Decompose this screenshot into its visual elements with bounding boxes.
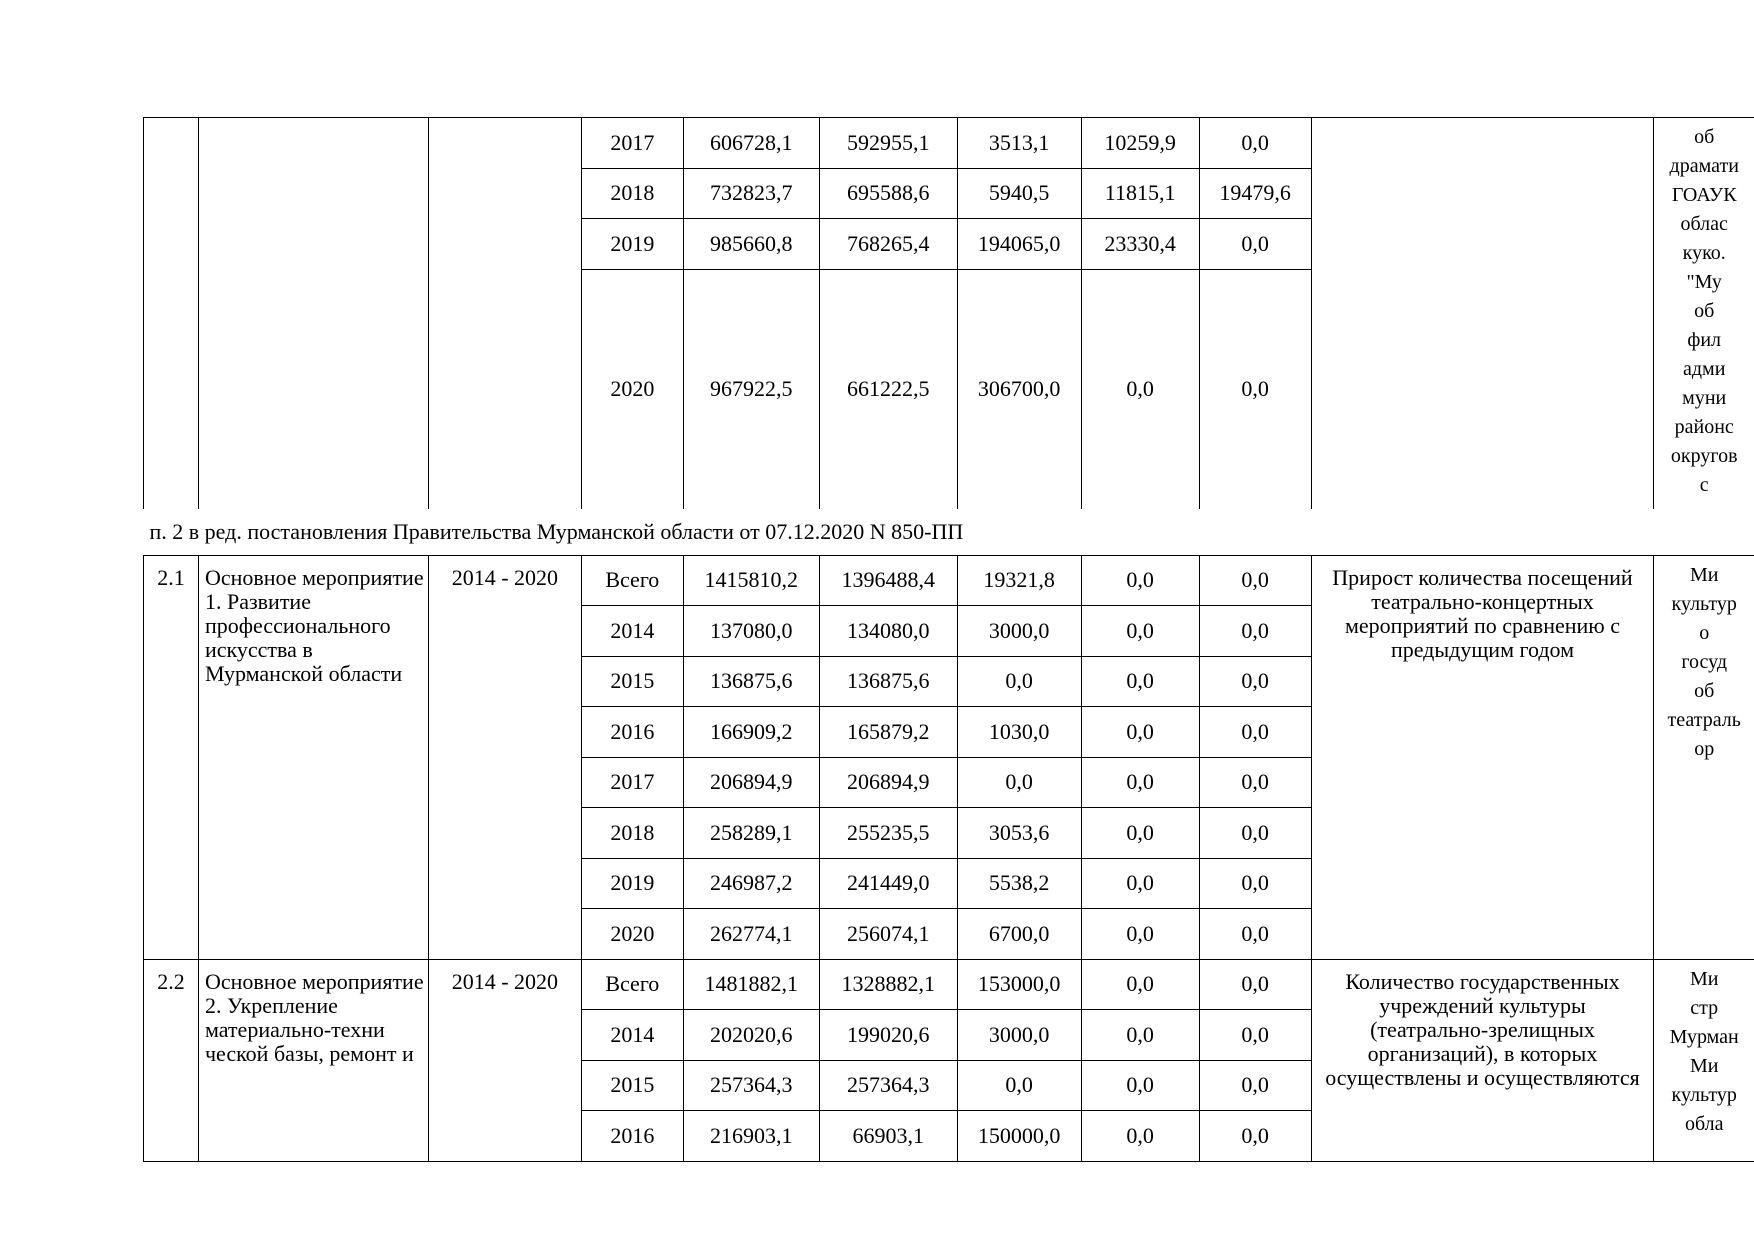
- federal-budget-cell: 1030,0: [957, 707, 1081, 758]
- local-budget-cell: 0,0: [1081, 1111, 1199, 1162]
- executor-cell: [1654, 959, 1754, 1161]
- note-row: [144, 509, 1754, 556]
- executor-line: госуд: [1681, 650, 1728, 673]
- other-sources-cell: 0,0: [1199, 858, 1311, 909]
- total-cell: 1415810,2: [683, 555, 819, 606]
- local-budget-cell: 0,0: [1081, 555, 1199, 606]
- table-row: [144, 959, 1754, 1010]
- total-cell: 246987,2: [683, 858, 819, 909]
- federal-budget-cell: 194065,0: [957, 219, 1081, 270]
- regional-budget-cell: 199020,6: [819, 1010, 957, 1061]
- executor-line: Ми: [1689, 967, 1719, 990]
- year-cell: 2019: [581, 219, 683, 270]
- item-number: 2.2: [144, 959, 199, 1161]
- executor-line: ГОАУК: [1671, 184, 1737, 206]
- total-cell: 166909,2: [683, 707, 819, 758]
- local-budget-cell: 0,0: [1081, 757, 1199, 808]
- total-cell: 985660,8: [683, 219, 819, 270]
- executor-line: драмати: [1669, 155, 1739, 177]
- regional-budget-cell: 661222,5: [819, 269, 957, 509]
- local-budget-cell: 0,0: [1081, 269, 1199, 509]
- executor-line: адми: [1683, 358, 1726, 380]
- regional-budget-cell: 165879,2: [819, 707, 957, 758]
- federal-budget-cell: 5538,2: [957, 858, 1081, 909]
- executor-line: облас: [1680, 213, 1728, 235]
- executor-line: Ми: [1689, 1054, 1719, 1077]
- executor-line: культур: [1671, 1083, 1737, 1106]
- regional-budget-cell: 592955,1: [819, 118, 957, 169]
- other-sources-cell: 0,0: [1199, 1010, 1311, 1061]
- federal-budget-cell: 3053,6: [957, 808, 1081, 859]
- local-budget-cell: 0,0: [1081, 656, 1199, 707]
- executor-line: с: [1699, 474, 1709, 496]
- table-row: [144, 555, 1754, 606]
- other-sources-cell: 0,0: [1199, 219, 1311, 270]
- year-cell: 2017: [581, 118, 683, 169]
- item-number: 2.1: [144, 555, 199, 959]
- year-cell: 2018: [581, 168, 683, 219]
- period-cell: 2014 - 2020: [428, 555, 581, 959]
- local-budget-cell: 0,0: [1081, 808, 1199, 859]
- total-cell: 206894,9: [683, 757, 819, 808]
- other-sources-cell: 0,0: [1199, 909, 1311, 960]
- year-cell: 2020: [581, 909, 683, 960]
- federal-budget-cell: 0,0: [957, 1060, 1081, 1111]
- other-sources-cell: 0,0: [1199, 959, 1311, 1010]
- regional-budget-cell: 695588,6: [819, 168, 957, 219]
- federal-budget-cell: 153000,0: [957, 959, 1081, 1010]
- local-budget-cell: 0,0: [1081, 1060, 1199, 1111]
- executor-line: куко.: [1682, 242, 1726, 264]
- executor-line: округов: [1670, 445, 1738, 467]
- regional-budget-cell: 1328882,1: [819, 959, 957, 1010]
- executor-line: ор: [1694, 737, 1715, 760]
- local-budget-cell: 0,0: [1081, 959, 1199, 1010]
- year-cell: 2015: [581, 1060, 683, 1111]
- total-cell: 257364,3: [683, 1060, 819, 1111]
- executor-cell: [1654, 555, 1754, 959]
- name-cell: [198, 118, 428, 509]
- executor-line: культур: [1671, 592, 1737, 615]
- executor-line: стр: [1690, 996, 1719, 1019]
- activity-name: Основное мероприятие 2. Укрепление материально-техни ческой базы, ремонт и: [198, 959, 428, 1161]
- num-cell: [144, 118, 199, 509]
- total-cell: 967922,5: [683, 269, 819, 509]
- local-budget-cell: 0,0: [1081, 606, 1199, 657]
- executor-line: районс: [1674, 416, 1734, 438]
- other-sources-cell: 0,0: [1199, 1060, 1311, 1111]
- federal-budget-cell: 3000,0: [957, 606, 1081, 657]
- total-cell: 258289,1: [683, 808, 819, 859]
- executor-cell: [1654, 118, 1754, 509]
- total-cell: 606728,1: [683, 118, 819, 169]
- local-budget-cell: 0,0: [1081, 909, 1199, 960]
- federal-budget-cell: 6700,0: [957, 909, 1081, 960]
- total-cell: 137080,0: [683, 606, 819, 657]
- local-budget-cell: 23330,4: [1081, 219, 1199, 270]
- regional-budget-cell: 768265,4: [819, 219, 957, 270]
- other-sources-cell: 0,0: [1199, 707, 1311, 758]
- executor-line: об: [1694, 300, 1715, 322]
- other-sources-cell: 0,0: [1199, 808, 1311, 859]
- regional-budget-cell: 66903,1: [819, 1111, 957, 1162]
- year-cell: 2019: [581, 858, 683, 909]
- year-cell: 2016: [581, 707, 683, 758]
- federal-budget-cell: 3000,0: [957, 1010, 1081, 1061]
- regional-budget-cell: 255235,5: [819, 808, 957, 859]
- federal-budget-cell: 19321,8: [957, 555, 1081, 606]
- other-sources-cell: 0,0: [1199, 757, 1311, 808]
- local-budget-cell: 10259,9: [1081, 118, 1199, 169]
- table-row: [144, 118, 1754, 169]
- year-cell: 2015: [581, 656, 683, 707]
- executor-line: Мурман: [1669, 1025, 1739, 1048]
- executor-line: Ми: [1689, 563, 1719, 586]
- federal-budget-cell: 306700,0: [957, 269, 1081, 509]
- local-budget-cell: 0,0: [1081, 858, 1199, 909]
- executor-line: "Му: [1686, 271, 1722, 293]
- local-budget-cell: 0,0: [1081, 1010, 1199, 1061]
- indicator-cell: Прирост количества посещений театрально-концертных мероприятий по сравнению с предыдущим годом: [1311, 555, 1654, 959]
- executor-line: об: [1694, 679, 1715, 702]
- regional-budget-cell: 134080,0: [819, 606, 957, 657]
- other-sources-cell: 0,0: [1199, 118, 1311, 169]
- total-cell: 1481882,1: [683, 959, 819, 1010]
- year-cell: 2020: [581, 269, 683, 509]
- total-cell: 732823,7: [683, 168, 819, 219]
- year-cell: 2016: [581, 1111, 683, 1162]
- federal-budget-cell: 0,0: [957, 656, 1081, 707]
- other-sources-cell: 0,0: [1199, 606, 1311, 657]
- period-cell: [428, 118, 581, 509]
- indicator-cell: Количество государственных учреждений культуры (театрально-зрелищных организаций), в которых осуществлены и осуществляются: [1311, 959, 1654, 1161]
- other-sources-cell: 0,0: [1199, 269, 1311, 509]
- year-cell: 2014: [581, 606, 683, 657]
- program-table: [143, 117, 1754, 1162]
- total-cell: 216903,1: [683, 1111, 819, 1162]
- amendment-note: п. 2 в ред. постановления Правительства Мурманской области от 07.12.2020 N 850-ПП: [144, 509, 1754, 556]
- federal-budget-cell: 0,0: [957, 757, 1081, 808]
- executor-line: театраль: [1667, 708, 1741, 731]
- local-budget-cell: 0,0: [1081, 707, 1199, 758]
- other-sources-cell: 0,0: [1199, 1111, 1311, 1162]
- executor-line: обла: [1684, 1112, 1724, 1135]
- period-cell: 2014 - 2020: [428, 959, 581, 1161]
- year-cell: 2017: [581, 757, 683, 808]
- federal-budget-cell: 3513,1: [957, 118, 1081, 169]
- indicator-cell: [1311, 118, 1654, 509]
- total-cell: 262774,1: [683, 909, 819, 960]
- regional-budget-cell: 257364,3: [819, 1060, 957, 1111]
- regional-budget-cell: 206894,9: [819, 757, 957, 808]
- regional-budget-cell: 241449,0: [819, 858, 957, 909]
- other-sources-cell: 0,0: [1199, 656, 1311, 707]
- local-budget-cell: 11815,1: [1081, 168, 1199, 219]
- federal-budget-cell: 5940,5: [957, 168, 1081, 219]
- other-sources-cell: 0,0: [1199, 555, 1311, 606]
- year-cell: 2014: [581, 1010, 683, 1061]
- other-sources-cell: 19479,6: [1199, 168, 1311, 219]
- year-cell: Всего: [581, 959, 683, 1010]
- regional-budget-cell: 136875,6: [819, 656, 957, 707]
- year-cell: 2018: [581, 808, 683, 859]
- total-cell: 136875,6: [683, 656, 819, 707]
- executor-line: об: [1694, 126, 1715, 148]
- regional-budget-cell: 256074,1: [819, 909, 957, 960]
- federal-budget-cell: 150000,0: [957, 1111, 1081, 1162]
- year-cell: Всего: [581, 555, 683, 606]
- executor-line: муни: [1682, 387, 1727, 409]
- regional-budget-cell: 1396488,4: [819, 555, 957, 606]
- executor-line: фил: [1687, 329, 1722, 351]
- activity-name: Основное мероприятие 1. Развитие профессионального искусства в Мурманской области: [198, 555, 428, 959]
- executor-line: о: [1699, 621, 1710, 644]
- total-cell: 202020,6: [683, 1010, 819, 1061]
